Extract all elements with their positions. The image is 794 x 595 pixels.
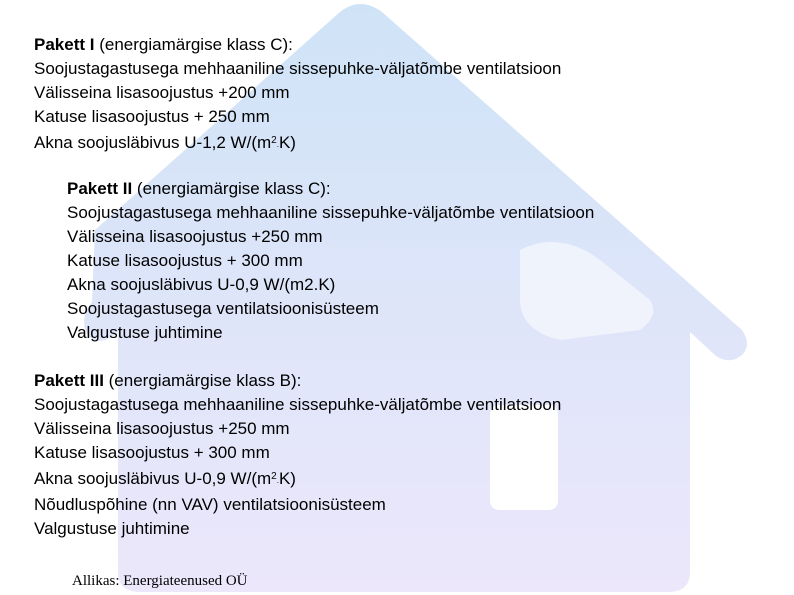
package-3-u-value: Akna soojusläbivus U-0,9 $W/(m^2.K)$	[34, 469, 296, 488]
package-3-line: Valgustuse juhtimine	[34, 519, 190, 538]
package-1-title: Pakett I (energiamärgise klass C):	[34, 35, 293, 54]
package-1-line: Soojustagastusega mehhaaniline sissepuhke-väljatõmbe ventilatsioon	[34, 59, 562, 78]
package-2-line: Välisseina lisasoojustus +250 mm	[67, 227, 323, 246]
package-2-line: Soojustagastusega mehhaaniline sissepuhke-väljatõmbe ventilatsioon	[67, 203, 595, 222]
package-3	[34, 369, 561, 541]
package-2-line: Katuse lisasoojustus + 300 mm	[67, 251, 303, 270]
package-3-line: Katuse lisasoojustus + 300 mm	[34, 443, 270, 462]
package-2-line: Soojustagastusega ventilatsioonisüsteem	[67, 299, 379, 318]
package-3-line: Nõudluspõhine (nn VAV) ventilatsioonisüsteem	[34, 495, 386, 514]
package-1-u-value: Akna soojusläbivus U-1,2 $W/(m^2.K)$	[34, 133, 296, 152]
package-3-line: Soojustagastusega mehhaaniline sissepuhke-väljatõmbe ventilatsioon	[34, 395, 562, 414]
package-2	[67, 177, 594, 345]
package-1-line: Katuse lisasoojustus + 250 mm	[34, 107, 270, 126]
package-2-line: Valgustuse juhtimine	[67, 323, 223, 342]
package-3-title: Pakett III (energiamärgise klass B):	[34, 371, 302, 390]
package-2-line: Akna soojusläbivus U-0,9 W/(m2.K)	[67, 275, 336, 294]
package-3-line: Välisseina lisasoojustus +250 mm	[34, 419, 290, 438]
package-1-line: Välisseina lisasoojustus +200 mm	[34, 83, 290, 102]
source-note: Allikas: Energiateenused OÜ	[72, 573, 248, 589]
package-2-title: Pakett II (energiamärgise klass C):	[67, 179, 331, 198]
package-1	[34, 33, 561, 157]
